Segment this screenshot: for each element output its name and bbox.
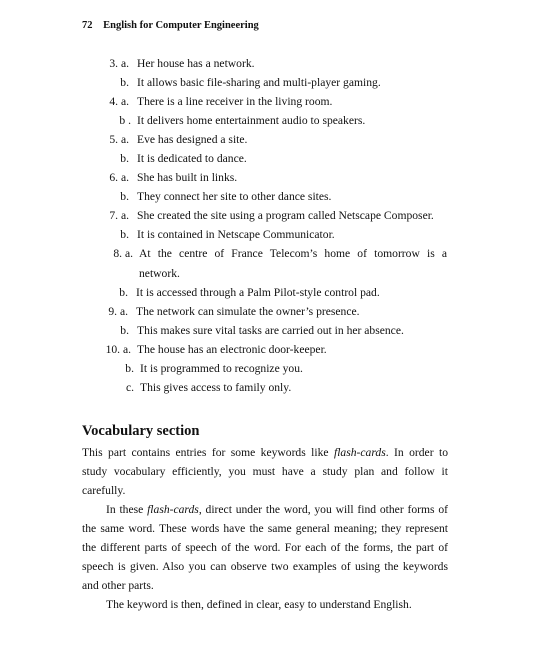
exercise-row (0, 54, 553, 73)
item-text: She has built in links. (137, 171, 238, 185)
exercise-row (0, 149, 553, 168)
item-label: b . (119, 114, 131, 128)
item-label: b. (120, 76, 129, 90)
page-number: 72 (82, 20, 93, 31)
exercise-row (0, 130, 553, 149)
item-text: At the centre of France Telecom’s home of tomorrow is a network. (139, 247, 447, 280)
paragraph-flash-cards: In these flash-cards, direct under the word, you will find other forms of the same word. These words have the same general meaning; they represent the different parts of speech of the word. For each of the forms, the part of speech is given. Also you can observe two examples of using the keywords and other parts. (82, 503, 448, 593)
exercise-row (0, 359, 553, 378)
exercise-row (0, 321, 553, 340)
item-label: 9. a. (108, 304, 128, 318)
item-label: 8. a. (113, 247, 133, 261)
item-label: b. (120, 228, 129, 242)
exercise-row (0, 168, 553, 187)
exercise-row (0, 378, 553, 397)
item-label: 7. a. (109, 209, 129, 223)
exercise-row (0, 244, 553, 282)
exercise-row (0, 206, 553, 225)
item-text: The house has an electronic door-keeper. (137, 342, 327, 356)
item-text: There is a line receiver in the living room. (137, 95, 333, 109)
item-label: b. (120, 190, 129, 204)
exercise-row (0, 225, 553, 244)
item-label: 5. a. (109, 133, 129, 147)
exercise-sentence-list (0, 54, 553, 397)
book-title: English for Computer Engineering (103, 20, 259, 31)
flash-cards-term: flash-cards (333, 446, 386, 459)
item-label: b. (120, 152, 129, 166)
item-text: It delivers home entertainment audio to speakers. (137, 114, 366, 128)
item-text: Eve has designed a site. (137, 133, 248, 147)
flash-cards-term: flash-cards (147, 503, 199, 517)
item-text: It is contained in Netscape Communicator. (137, 228, 335, 242)
item-label: 3. a. (109, 57, 129, 70)
item-text: It allows basic file-sharing and multi-player gaming. (137, 76, 381, 90)
item-text: This makes sure vital tasks are carried out in her absence. (137, 323, 404, 337)
item-label: 10. a. (105, 342, 131, 356)
exercise-row (0, 187, 553, 206)
item-text: She created the site using a program called Netscape Composer. (137, 209, 434, 223)
exercise-row (0, 111, 553, 130)
item-text: The network can simulate the owner’s presence. (136, 304, 360, 318)
exercise-row (0, 92, 553, 111)
exercise-row (0, 73, 553, 92)
exercise-row (0, 283, 553, 302)
item-text: They connect her site to other dance sites. (137, 190, 332, 204)
item-text: Her house has a network. (137, 57, 255, 70)
paragraph-intro: This part contains entries for some keywords like flash-cards. In order to study vocabulary efficiently, you must have a study plan and follow it carefully. (82, 446, 449, 498)
item-label: b. (125, 361, 134, 375)
exercise-row (0, 302, 553, 321)
section-heading: Vocabulary section (82, 423, 200, 439)
item-label: c. (125, 380, 134, 394)
vocabulary-section (82, 421, 448, 614)
item-text: It is accessed through a Palm Pilot-style control pad. (136, 285, 380, 299)
exercise-row (0, 340, 553, 359)
item-label: 6. a. (109, 171, 129, 185)
item-text: It is programmed to recognize you. (140, 361, 303, 375)
item-label: b. (119, 285, 128, 299)
item-text: This gives access to family only. (140, 380, 292, 394)
item-label: 4. a. (109, 95, 129, 109)
item-text: It is dedicated to dance. (137, 152, 247, 166)
running-header (82, 20, 259, 31)
paragraph-definition: The keyword is then, defined in clear, easy to understand English. (106, 598, 412, 612)
item-label: b. (120, 323, 129, 337)
